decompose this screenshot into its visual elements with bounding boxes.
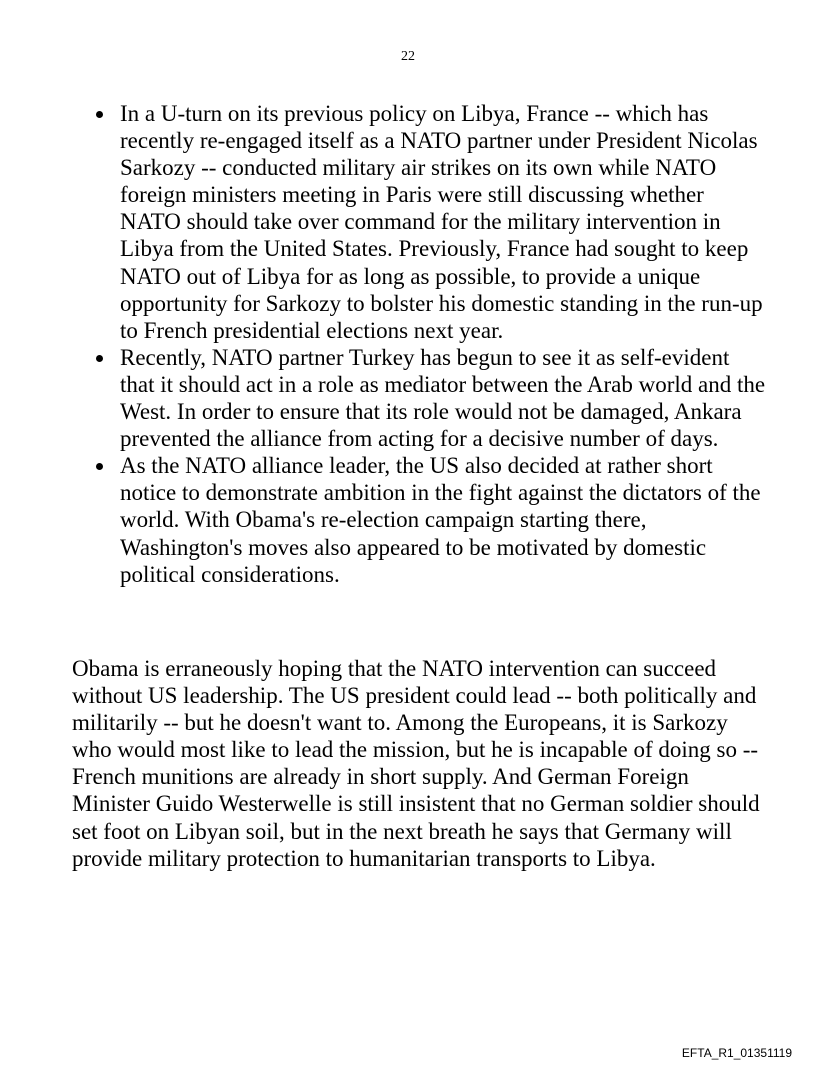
bullet-icon	[96, 463, 103, 470]
page-number: 22	[401, 49, 415, 64]
bullet-text: As the NATO alliance leader, the US also decided at rather short notice to demonstrate ambition in the fight against the dictators of the world. With Obama's re-election campaign starting there, Washington's moves also appeared to be motivated by domestic political considerations.	[120, 453, 761, 587]
bullet-list	[96, 100, 766, 588]
bullet-text: Recently, NATO partner Turkey has begun to see it as self-evident that it should act in a role as mediator between the Arab world and the West. In order to ensure that its role would not be damaged, Ankara prevented the alliance from acting for a decisive number of days.	[120, 344, 766, 452]
bullet-item	[96, 100, 766, 344]
bullet-item	[96, 452, 766, 587]
bullet-item	[96, 344, 766, 452]
body-paragraph: Obama is erraneously hoping that the NATO intervention can succeed without US leadership. The US president could lead -- both politically and militarily -- but he doesn't want to. Among the Europeans, it is Sarkozy who would most like to lead the mission, but he is incapable of doing so -- French munitions are already in short supply. And German Foreign Minister Guido Westerwelle is still insistent that no German soldier should set foot on Libyan soil, but in the next breath he says that Germany will provide military protection to humanitarian transports to Libya.	[72, 656, 760, 871]
bullet-text: In a U-turn on its previous policy on Libya, France -- which has recently re-engaged itself as a NATO partner under President Nicolas Sarkozy -- conducted military air strikes on its own while NATO foreign ministers meeting in Paris were still discussing whether NATO should take over command for the military intervention in Libya from the United States. Previously, France had sought to keep NATO out of Libya for as long as possible, to provide a unique opportunity for Sarkozy to bolster his domestic standing in the run-up to French presidential elections next year.	[120, 101, 763, 343]
bullet-icon	[96, 111, 103, 118]
bullet-icon	[96, 355, 103, 362]
document-id: EFTA_R1_01351119	[681, 1046, 792, 1060]
